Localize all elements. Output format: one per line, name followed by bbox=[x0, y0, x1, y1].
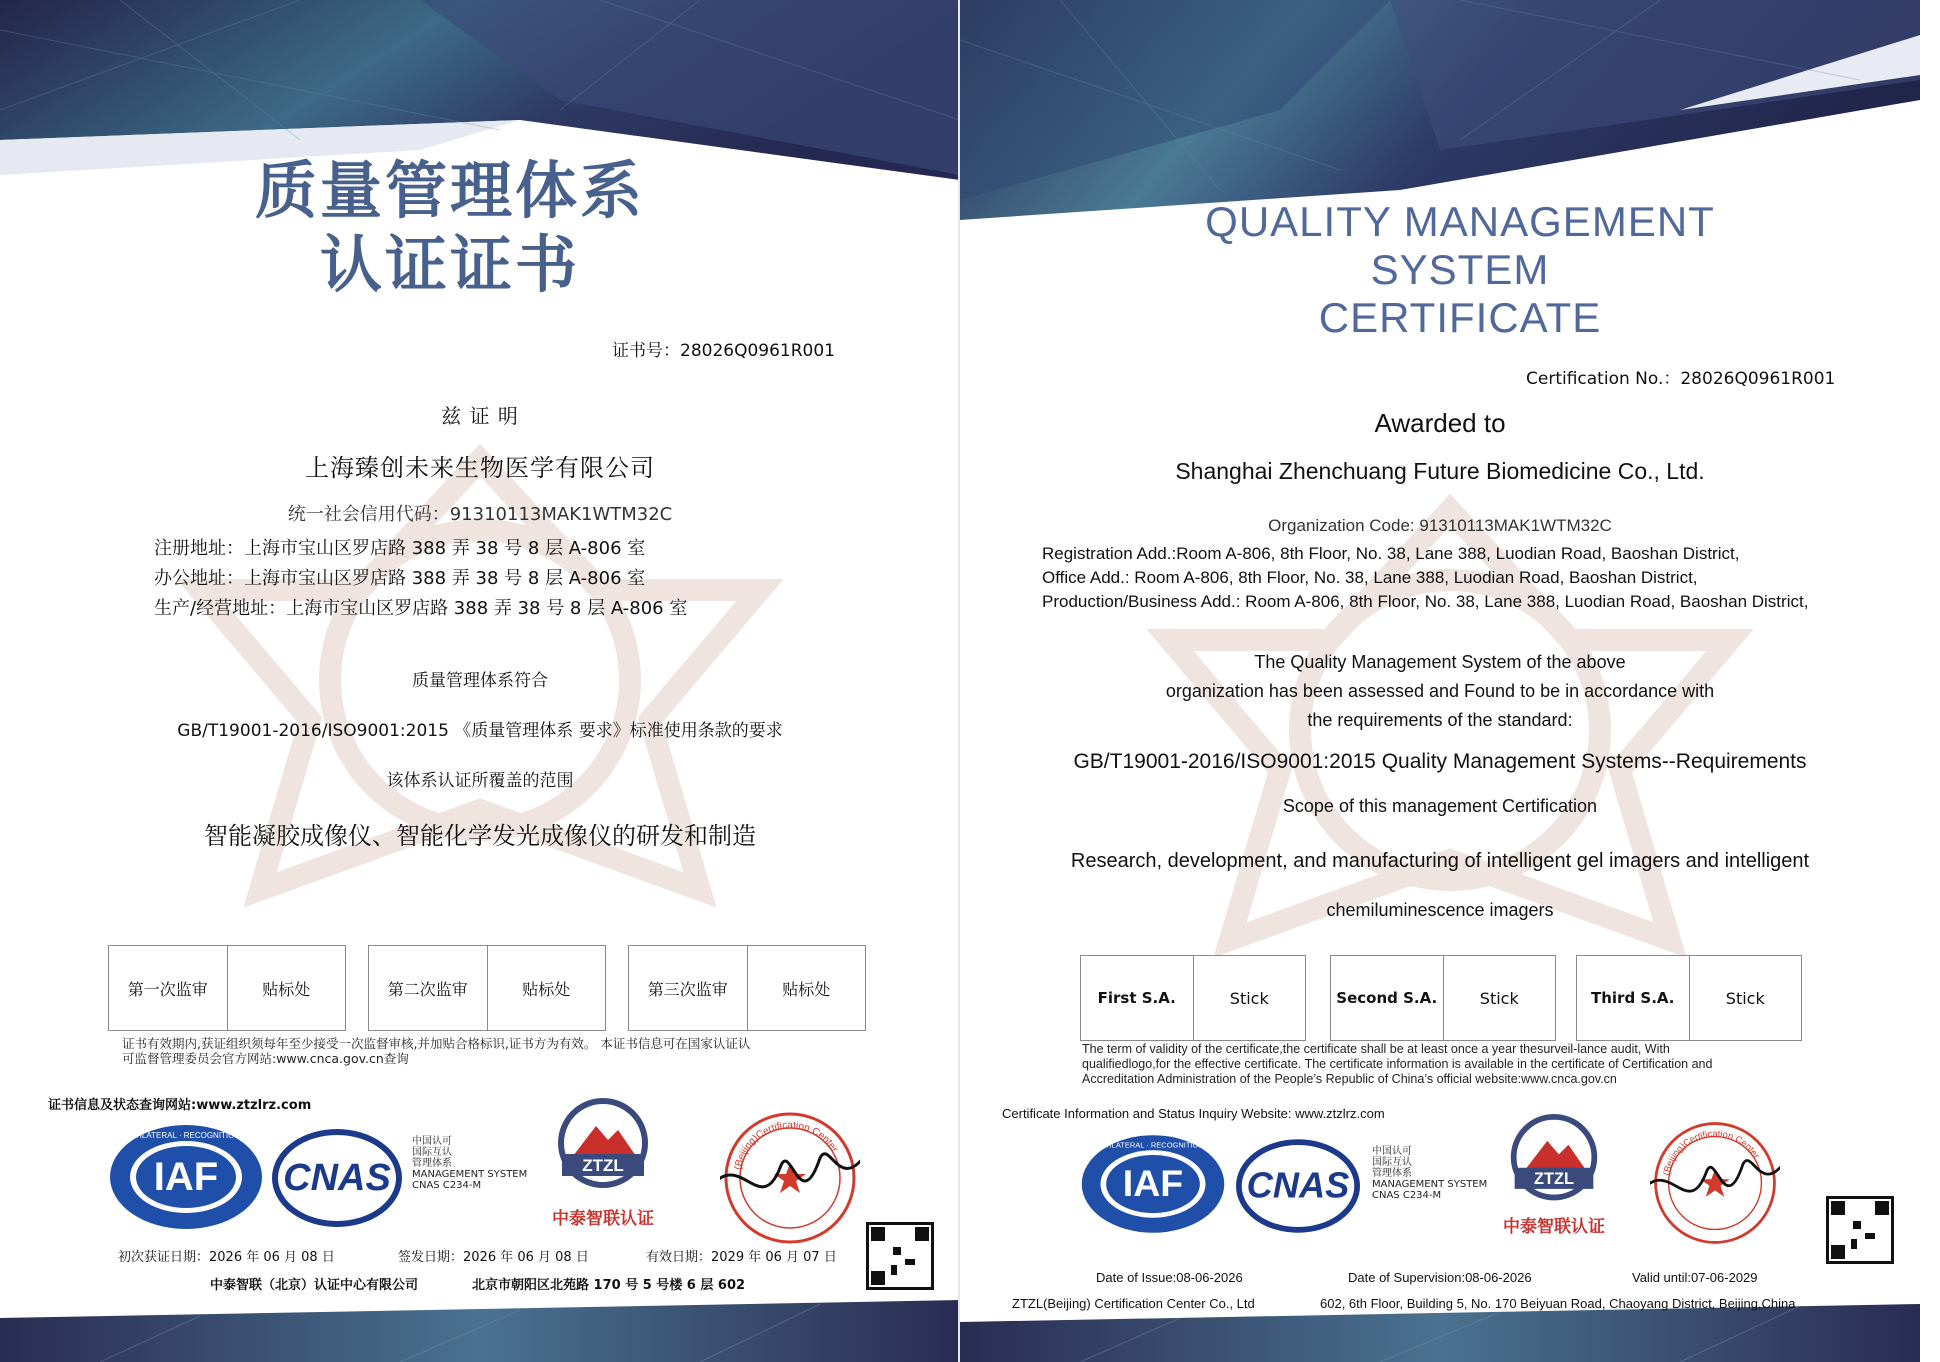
validity-note-line-3: Accreditation Administration of the People’s Republic of China’s official website:www.cnca.gov.cn bbox=[1082, 1072, 1617, 1086]
production-address: Production/Business Add.: Room A-806, 8th Floor, No. 38, Lane 388, Luodian Road, Baoshan District, bbox=[1042, 592, 1809, 611]
issuer-address: 北京市朝阳区北苑路 170 号 5 号楼 6 层 602 bbox=[472, 1278, 746, 1293]
stick-area: Stick bbox=[1229, 988, 1269, 1008]
audit-label: First S.A. bbox=[1081, 956, 1194, 1040]
stick-area: 贴标处 bbox=[522, 979, 571, 999]
validity-note-line-2: 可监督管理委员会官方网站:www.cnca.gov.cn查询 bbox=[122, 1051, 409, 1066]
cnas-caption-line: 国际互认 bbox=[1372, 1157, 1412, 1168]
inquiry-website: Certificate Information and Status Inquiry Website: www.ztzlrz.com bbox=[1002, 1106, 1385, 1121]
cnas-caption bbox=[412, 1136, 527, 1191]
audit-box-3 bbox=[628, 945, 866, 1031]
registration-address: Registration Add.:Room A-806, 8th Floor, No. 38, Lane 388, Luodian Road, Baoshan District, bbox=[1042, 544, 1740, 563]
chinese-certificate-page bbox=[0, 0, 960, 1362]
svg-text:IAF: IAF bbox=[1122, 1162, 1184, 1205]
svg-text:IAF: IAF bbox=[153, 1155, 219, 1199]
svg-text:MEMBER OF MULTILATERAL · RECOG: MEMBER OF MULTILATERAL · RECOGNITION ARRANGEMENT bbox=[67, 1131, 305, 1140]
cnas-caption-line: CNAS C234-M bbox=[412, 1180, 482, 1191]
issue-date: 签发日期：2026 年 06 月 08 日 bbox=[398, 1250, 589, 1265]
issuer-name: ZTZL(Beijing) Certification Center Co., Ltd bbox=[1012, 1296, 1255, 1311]
assessment-line-1: The Quality Management System of the above bbox=[1254, 652, 1626, 672]
awarded-to: Awarded to bbox=[1374, 408, 1506, 438]
svg-text:(Beijing)Certification Center: (Beijing)Certification Center bbox=[1661, 1128, 1762, 1177]
office-address: 办公地址：上海市宝山区罗店路 388 弄 38 号 8 层 A-806 室 bbox=[154, 568, 646, 589]
assessment-line-2: organization has been assessed and Found to be in accordance with bbox=[1165, 681, 1715, 701]
standard-text: GB/T19001-2016/ISO9001:2015 Quality Management Systems--Requirements bbox=[1073, 750, 1807, 773]
scope-text: 智能凝胶成像仪、智能化学发光成像仪的研发和制造 bbox=[204, 822, 756, 850]
iaf-logo bbox=[1042, 1132, 1264, 1236]
audit-label: 第一次监审 bbox=[109, 946, 228, 1030]
audit-label: 第二次监审 bbox=[369, 946, 488, 1030]
title-line-3: CERTIFICATE bbox=[1318, 294, 1602, 341]
title-line-2: 认证证书 bbox=[319, 228, 580, 301]
stick-area: Stick bbox=[1725, 988, 1765, 1008]
cnas-caption-line: 管理体系 bbox=[1372, 1168, 1412, 1179]
issuer-name: 中泰智联（北京）认证中心有限公司 bbox=[210, 1278, 419, 1293]
validity-note bbox=[122, 1036, 862, 1066]
credit-code: 统一社会信用代码：91310113MAK1WTM32C bbox=[287, 504, 673, 525]
title-line-2: SYSTEM bbox=[1370, 246, 1550, 293]
svg-text:(Beijing)Certification Center: (Beijing)Certification Center bbox=[732, 1120, 840, 1171]
audit-box-1 bbox=[108, 945, 346, 1031]
production-address: 生产/经营地址：上海市宝山区罗店路 388 弄 38 号 8 层 A-806 室 bbox=[154, 598, 688, 619]
cnas-caption-line: 管理体系 bbox=[412, 1158, 452, 1169]
svg-text:MEMBER OF MULTILATERAL · RECOG: MEMBER OF MULTILATERAL · RECOGNITION ARRANGEMENT bbox=[1042, 1140, 1264, 1150]
title-line-1: 质量管理体系 bbox=[254, 154, 645, 227]
scope-line-1: Research, development, and manufacturing of intelligent gel imagers and intelligent bbox=[1070, 850, 1810, 872]
cnas-caption-line: MANAGEMENT SYSTEM bbox=[412, 1169, 528, 1180]
ztzl-logo bbox=[1500, 1114, 1608, 1210]
company-name: Shanghai Zhenchuang Future Biomedicine Co., Ltd. bbox=[1175, 458, 1705, 484]
first-certified-date: 初次获证日期：2026 年 06 月 08 日 bbox=[118, 1250, 335, 1265]
audit-box-3 bbox=[1576, 955, 1802, 1041]
validity-note-line-2: qualifiedlogo,for the effective certificate. The certificate information is available in the certificate of Certification and bbox=[1082, 1057, 1713, 1071]
cnas-caption-line: MANAGEMENT SYSTEM bbox=[1372, 1179, 1488, 1190]
english-certificate-page bbox=[960, 0, 1920, 1362]
validity-note-line-1: The term of validity of the certificate,the certificate shall be at least once a year thesurveil-lance audit, With bbox=[1082, 1042, 1670, 1056]
certification-seal bbox=[720, 1108, 860, 1248]
certify-heading: 兹 证 明 bbox=[441, 404, 519, 428]
ztzl-logo bbox=[548, 1098, 658, 1198]
issuer-address: 602, 6th Floor, Building 5, No. 170 Beiyuan Road, Chaoyang District, Beijing,China bbox=[1320, 1296, 1796, 1311]
qr-code bbox=[866, 1222, 934, 1290]
ztzl-name: 中泰智联认证 bbox=[1503, 1217, 1605, 1237]
valid-date: 有效日期：2029 年 06 月 07 日 bbox=[646, 1250, 837, 1265]
stick-area: 贴标处 bbox=[262, 979, 311, 999]
iaf-logo bbox=[67, 1122, 305, 1232]
title-line-1: QUALITY MANAGEMENT bbox=[1205, 198, 1715, 245]
standard-text: GB/T19001-2016/ISO9001:2015 《质量管理体系 要求》标准使用条款的要求 bbox=[177, 721, 783, 741]
company-name: 上海臻创未来生物医学有限公司 bbox=[305, 454, 655, 482]
cnas-caption-line: 国际互认 bbox=[412, 1147, 452, 1158]
certification-number: Certification No.：28026Q0961R001 bbox=[1526, 369, 1836, 389]
svg-text:CNAS: CNAS bbox=[283, 1157, 391, 1199]
scope-label: Scope of this management Certification bbox=[1282, 796, 1598, 816]
inquiry-website: 证书信息及状态查询网站:www.ztzlrz.com bbox=[48, 1098, 312, 1113]
ztzl-name: 中泰智联认证 bbox=[552, 1209, 654, 1229]
certificate-number: 证书号：28026Q0961R001 bbox=[612, 341, 835, 361]
cnas-caption-line: 中国认可 bbox=[412, 1136, 452, 1147]
audit-label: Third S.A. bbox=[1577, 956, 1690, 1040]
assessment-statement bbox=[960, 648, 1920, 735]
valid-until: Valid until:07-06-2029 bbox=[1632, 1270, 1758, 1285]
stick-area: 贴标处 bbox=[782, 979, 831, 999]
certification-seal bbox=[1650, 1118, 1780, 1248]
scope-label: 该体系认证所覆盖的范围 bbox=[386, 771, 574, 791]
audit-label: Second S.A. bbox=[1331, 956, 1444, 1040]
cnas-caption-line: CNAS C234-M bbox=[1372, 1190, 1442, 1201]
svg-text:ZTZL: ZTZL bbox=[1534, 1170, 1574, 1189]
office-address: Office Add.: Room A-806, 8th Floor, No. 38, Lane 388, Luodian Road, Baoshan District, bbox=[1042, 568, 1698, 587]
audit-box-1 bbox=[1080, 955, 1306, 1041]
stick-area: Stick bbox=[1479, 988, 1519, 1008]
audit-label: 第三次监审 bbox=[629, 946, 748, 1030]
organization-code: Organization Code: 91310113MAK1WTM32C bbox=[1268, 516, 1612, 535]
qr-code bbox=[1826, 1196, 1894, 1264]
validity-note bbox=[1082, 1042, 1822, 1087]
cnas-logo bbox=[272, 1128, 402, 1228]
cnas-caption bbox=[1372, 1146, 1487, 1201]
validity-note-line-1: 证书有效期内,获证组织须每年至少接受一次监督审核,并加贴合格标识,证书方为有效。 本证书信息可在国家认证认 bbox=[122, 1036, 751, 1051]
cnas-caption-line: 中国认可 bbox=[1372, 1146, 1412, 1157]
issue-date: Date of Issue:08-06-2026 bbox=[1096, 1270, 1243, 1285]
audit-box-2 bbox=[1330, 955, 1556, 1041]
svg-text:CNAS: CNAS bbox=[1246, 1164, 1350, 1206]
assessment-line-3: the requirements of the standard: bbox=[1307, 710, 1573, 730]
conforms-label: 质量管理体系符合 bbox=[412, 671, 548, 691]
registration-address: 注册地址：上海市宝山区罗店路 388 弄 38 号 8 层 A-806 室 bbox=[154, 538, 646, 559]
svg-text:ZTZL: ZTZL bbox=[582, 1156, 624, 1175]
audit-box-2 bbox=[368, 945, 606, 1031]
cnas-logo bbox=[1236, 1138, 1360, 1234]
supervision-date: Date of Supervision:08-06-2026 bbox=[1348, 1270, 1532, 1285]
scope-line-2: chemiluminescence imagers bbox=[1326, 900, 1554, 920]
